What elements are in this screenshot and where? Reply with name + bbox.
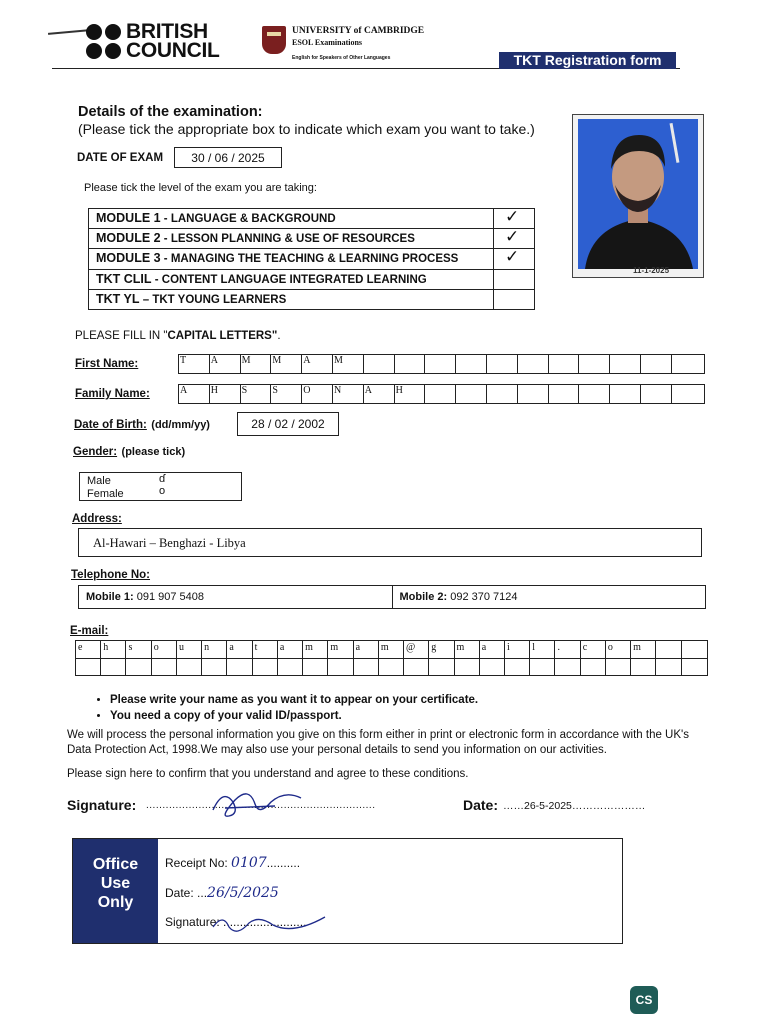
office-use-box bbox=[72, 838, 623, 944]
gender-male-radio[interactable]: ɗ bbox=[159, 473, 166, 485]
email-cell: s bbox=[126, 641, 151, 658]
module-row: MODULE 3 - MANAGING THE TEACHING & LEARNING PROCESS ✓ bbox=[89, 249, 534, 269]
letter-cell: N bbox=[333, 385, 364, 403]
receipt-label: Receipt No: bbox=[165, 856, 228, 870]
letter-cell bbox=[610, 385, 641, 403]
letter-cell bbox=[456, 355, 487, 373]
exam-instruction: (Please tick the appropriate box to indicate which exam you want to take.) bbox=[78, 121, 535, 137]
sign-instruction: Please sign here to confirm that you understand and agree to these conditions. bbox=[67, 768, 469, 780]
email-cell: m bbox=[631, 641, 656, 658]
dob-label: Date of Birth: bbox=[74, 419, 147, 431]
letter-cell bbox=[579, 355, 610, 373]
checkmark-icon: ✓ bbox=[505, 207, 520, 226]
mobile-2-label: Mobile 2: bbox=[399, 591, 448, 603]
module-1-checkbox[interactable] bbox=[494, 209, 534, 228]
email-row bbox=[76, 641, 707, 659]
email-cell: n bbox=[202, 641, 227, 658]
portrait-image bbox=[573, 115, 703, 277]
letter-cell bbox=[610, 355, 641, 373]
email-cell: a bbox=[227, 641, 252, 658]
module-row: MODULE 2 - LESSON PLANNING & USE OF RESOURCES ✓ bbox=[89, 229, 534, 249]
receipt-value: 0107 bbox=[231, 855, 267, 871]
gender-male-label: Male bbox=[87, 475, 111, 487]
module-table bbox=[88, 208, 535, 310]
mobile-2-value: 092 370 7124 bbox=[450, 591, 518, 603]
email-cell: i bbox=[505, 641, 530, 658]
letter-cell: M bbox=[271, 355, 302, 373]
signature-line[interactable]: ...................................................................... bbox=[146, 800, 376, 811]
letter-cell bbox=[487, 385, 518, 403]
letter-cell bbox=[672, 355, 703, 373]
cambridge-subtitle: ESOL Examinations bbox=[292, 38, 363, 47]
letter-cell bbox=[549, 355, 580, 373]
mobile-2-field[interactable] bbox=[393, 586, 706, 608]
office-date-label: Date: bbox=[165, 886, 194, 900]
yl-checkbox[interactable] bbox=[494, 290, 534, 309]
letter-cell: A bbox=[179, 385, 210, 403]
email-cell: m bbox=[328, 641, 353, 658]
family-name-label: Family Name: bbox=[75, 388, 150, 400]
email-cell: m bbox=[455, 641, 480, 658]
letter-cell bbox=[487, 355, 518, 373]
applicant-photo bbox=[572, 114, 704, 278]
email-cell: o bbox=[606, 641, 631, 658]
module-2-checkbox[interactable] bbox=[494, 229, 534, 248]
pen-stroke bbox=[48, 29, 90, 35]
dob-field[interactable]: 28 / 02 / 2002 bbox=[237, 412, 339, 436]
email-cell: g bbox=[429, 641, 454, 658]
letter-cell bbox=[456, 385, 487, 403]
letter-cell bbox=[579, 385, 610, 403]
letter-cell bbox=[641, 355, 672, 373]
email-cell bbox=[682, 641, 707, 658]
exam-date-label: DATE OF EXAM bbox=[77, 152, 164, 164]
letter-cell: M bbox=[241, 355, 272, 373]
letter-cell bbox=[395, 355, 426, 373]
gender-note: (please tick) bbox=[121, 446, 186, 458]
module-3-checkbox[interactable] bbox=[494, 249, 534, 268]
module-row: TKT CLIL - CONTENT LANGUAGE INTEGRATED LEARNING bbox=[89, 270, 534, 290]
letter-cell: S bbox=[241, 385, 272, 403]
letter-cell: T bbox=[179, 355, 210, 373]
email-cell: m bbox=[303, 641, 328, 658]
first-name-field[interactable] bbox=[178, 354, 705, 374]
email-cell: o bbox=[152, 641, 177, 658]
level-instruction: Please tick the level of the exam you are taking: bbox=[84, 182, 317, 194]
email-cell: a bbox=[354, 641, 379, 658]
office-signature-scribble bbox=[203, 907, 333, 937]
letter-cell: A bbox=[302, 355, 333, 373]
note-item: • You need a copy of your valid ID/passport. bbox=[110, 708, 478, 724]
email-cell: a bbox=[480, 641, 505, 658]
email-cell: t bbox=[253, 641, 278, 658]
email-label: E-mail: bbox=[70, 625, 109, 637]
email-cell bbox=[656, 641, 681, 658]
dob-format: (dd/mm/yy) bbox=[151, 419, 210, 431]
gender-female-label: Female bbox=[87, 488, 124, 500]
letter-cell bbox=[518, 355, 549, 373]
date-label: Date: bbox=[463, 797, 499, 813]
receipt-line: Receipt No: 0107.......... bbox=[165, 855, 301, 871]
office-signature-label: Signature: bbox=[165, 915, 220, 929]
date-field[interactable]: ……26-5-2025………………… bbox=[503, 800, 646, 812]
email-cell: e bbox=[76, 641, 101, 658]
family-name-field[interactable] bbox=[178, 384, 705, 404]
british-council-logo bbox=[86, 22, 226, 64]
note-item: • Please write your name as you want it to appear on your certificate. bbox=[110, 692, 478, 708]
mobile-1-value: 091 907 5408 bbox=[136, 591, 205, 603]
photo-date: 11-1-2025 bbox=[633, 266, 670, 275]
letter-cell bbox=[549, 385, 580, 403]
gender-options bbox=[79, 472, 242, 501]
letter-cell bbox=[425, 385, 456, 403]
email-cell: u bbox=[177, 641, 202, 658]
email-cell: h bbox=[101, 641, 126, 658]
exam-details-heading: Details of the examination: bbox=[78, 104, 263, 120]
email-cell: m bbox=[379, 641, 404, 658]
office-use-label: Office Use Only bbox=[73, 839, 158, 943]
letter-cell: H bbox=[395, 385, 426, 403]
letter-cell bbox=[364, 355, 395, 373]
exam-date-field[interactable]: 30 / 06 / 2025 bbox=[174, 147, 282, 168]
letter-cell bbox=[641, 385, 672, 403]
notes-list bbox=[90, 692, 478, 724]
letter-cell: M bbox=[333, 355, 364, 373]
clil-checkbox[interactable] bbox=[494, 270, 534, 289]
capital-letters-note: PLEASE FILL IN "CAPITAL LETTERS". bbox=[75, 330, 281, 342]
office-signature-line: Signature: ......................... bbox=[165, 915, 307, 929]
gender-label: Gender: bbox=[73, 446, 118, 458]
module-row: TKT YL – TKT YOUNG LEARNERS bbox=[89, 290, 534, 309]
email-row bbox=[76, 659, 707, 676]
email-cell: c bbox=[581, 641, 606, 658]
bc-logo-text: BRITISH COUNCIL bbox=[126, 20, 220, 62]
email-cell: @ bbox=[404, 641, 429, 658]
office-date-line: Date: ...26/5/2025 bbox=[165, 885, 279, 901]
address-label: Address: bbox=[72, 513, 122, 525]
email-field[interactable] bbox=[75, 640, 708, 676]
gender-female-radio[interactable]: ο bbox=[159, 485, 166, 497]
cambridge-title: UNIVERSITY of CAMBRIDGE bbox=[292, 26, 425, 36]
letter-cell bbox=[672, 385, 703, 403]
checkmark-icon: ✓ bbox=[505, 247, 520, 267]
address-field[interactable]: Al-Hawari – Benghazi - Libya bbox=[78, 528, 702, 557]
telephone-fields bbox=[78, 585, 706, 609]
data-protection-text: We will process the personal information you give on this form either in print or electronic form in accordance with the UK's Data Protection Act, 1998.We may also use your personal details to send you information on our activities. bbox=[67, 729, 689, 756]
letter-cell: A bbox=[364, 385, 395, 403]
cambridge-shield-icon bbox=[262, 26, 286, 54]
cambridge-tagline: English for Speakers of Other Languages bbox=[292, 55, 391, 61]
mobile-1-label: Mobile 1: bbox=[86, 591, 134, 603]
email-cell: . bbox=[555, 641, 580, 658]
letter-cell: S bbox=[271, 385, 302, 403]
signature-label: Signature: bbox=[67, 797, 137, 813]
letter-cell bbox=[425, 355, 456, 373]
telephone-label: Telephone No: bbox=[71, 569, 151, 581]
cambridge-logo bbox=[262, 26, 437, 66]
letter-cell bbox=[518, 385, 549, 403]
form-title: TKT Registration form bbox=[499, 52, 676, 69]
first-name-label: First Name: bbox=[75, 358, 139, 370]
bc-dots-icon bbox=[86, 24, 122, 60]
checkmark-icon: ✓ bbox=[505, 227, 520, 247]
mobile-1-field[interactable] bbox=[79, 586, 393, 608]
camscanner-badge: CS bbox=[630, 986, 658, 1014]
letter-cell: O bbox=[302, 385, 333, 403]
letter-cell: H bbox=[210, 385, 241, 403]
signature-scribble bbox=[205, 780, 315, 824]
email-cell: l bbox=[530, 641, 555, 658]
email-cell: a bbox=[278, 641, 303, 658]
module-row: MODULE 1 - LANGUAGE & BACKGROUND ✓ bbox=[89, 209, 534, 229]
office-date-value: 26/5/2025 bbox=[207, 885, 279, 901]
dob-label-group bbox=[74, 415, 210, 433]
letter-cell: A bbox=[210, 355, 241, 373]
gender-label-group bbox=[73, 442, 185, 460]
